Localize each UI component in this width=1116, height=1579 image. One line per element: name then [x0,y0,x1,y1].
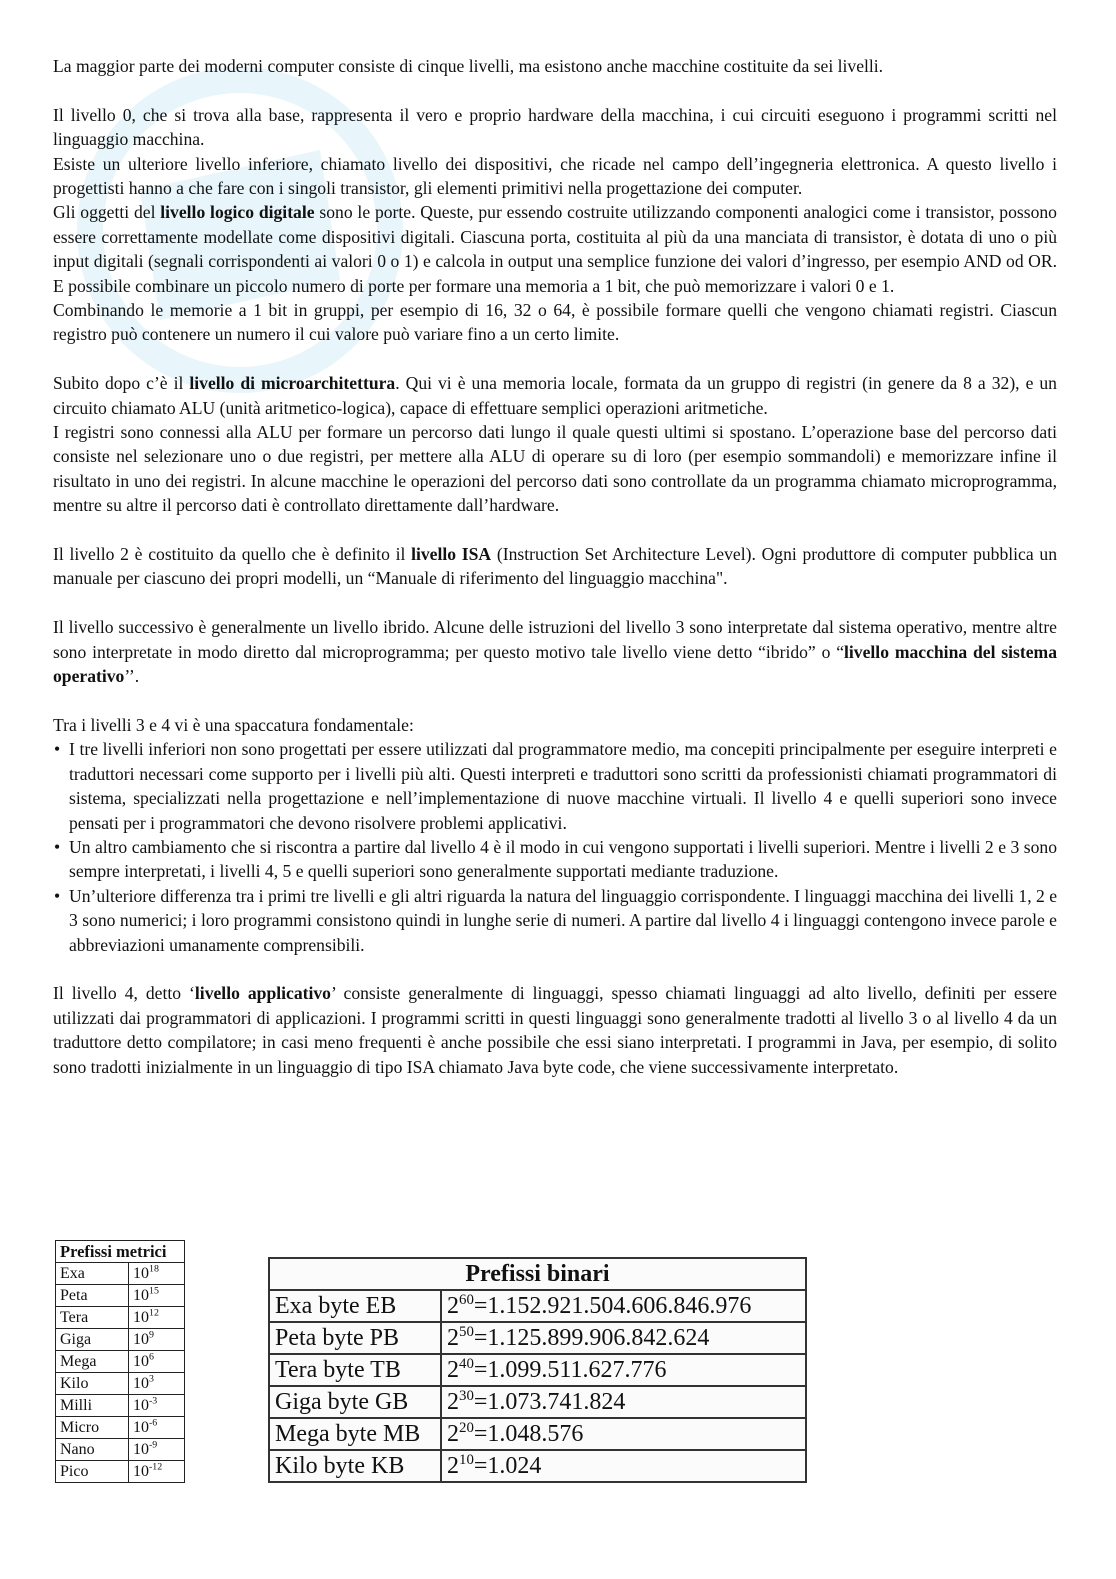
table-row [56,1373,185,1395]
prefix-name: Kilo [56,1373,129,1395]
list-item: • Un altro cambiamento che si riscontra a partire dal livello 4 è il modo in cui vengono supportati i livelli superiori. Mentre i livelli 2 e 3 sono sempre interpretati, i livelli 4, 5 e quelli superiori sono generalmente supportati mediante traduzione. [54,836,1057,882]
table-row [269,1386,806,1418]
binary-prefix-name: Exa byte EB [269,1290,441,1322]
binary-prefix-name: Peta byte PB [269,1322,441,1354]
document-body [53,54,1057,1079]
binary-prefix-value: $2^{60}=1.152.921.504.606.846.976$ [441,1290,806,1322]
prefix-value: $10^{-9}$ [129,1439,185,1461]
table-row [269,1322,806,1354]
prefix-value: $10^{12}$ [129,1307,185,1329]
table-row [56,1417,185,1439]
paragraph-hybrid-level: Il livello successivo è generalmente un livello ibrido. Alcune delle istruzioni del livello 3 sono interpretate dal sistema operativo, mentre altre sono interpretate in modo diretto dal microprogramma; per questo motivo tale livello viene detto “ibrido” o “livello macchina del sistema operativo’’. [53,617,1057,687]
paragraph-application-level: Il livello 4, detto ‘livello applicativo’ consiste generalmente di linguaggi, spesso chiamati linguaggi ad alto livello, definiti per essere utilizzati dai programmatori di applicazioni. I programmi scritti in questi linguaggi sono generalmente tradotti al livello 3 o al livello 4 da un traduttore detto compilatore; in casi meno frequenti è anche possibile che essi siano interpretati. I programmi in Java, per esempio, di solito sono tradotti inizialmente in un linguaggio di tipo ISA chiamato Java byte code, che viene successivamente interpretato. [53,983,1057,1077]
binary-prefix-name: Giga byte GB [269,1386,441,1418]
table-row [56,1307,185,1329]
prefix-name: Giga [56,1329,129,1351]
paragraph-intro: La maggior parte dei moderni computer consiste di cinque livelli, ma esistono anche macchine costituite da sei livelli. [53,56,884,76]
paragraph-split-intro: Tra i livelli 3 e 4 vi è una spaccatura fondamentale: [53,714,414,735]
metric-prefixes-table [55,1240,185,1483]
bullet-list [53,737,1057,957]
prefix-value: $10^6$ [129,1351,185,1373]
table-row [56,1461,185,1483]
prefix-name: Tera [56,1307,129,1329]
prefix-value: $10^3$ [129,1373,185,1395]
binary-prefix-value: $2^{50}=1.125.899.906.842.624$ [441,1322,806,1354]
table-row [56,1263,185,1285]
binary-prefix-value: $2^{20}=1.048.576$ [441,1418,806,1450]
binary-prefixes-table [268,1257,807,1483]
list-item: • Un’ulteriore differenza tra i primi tre livelli e gli altri riguarda la natura del linguaggio corrispondente. I linguaggi macchina dei livelli 1, 2 e 3 sono numerici; i loro programmi consistono quindi in lunghe serie di numeri. A partire dal livello 4 i linguaggi contengono invece parole e abbreviazioni umanamente comprensibili. [54,885,1057,955]
prefix-name: Nano [56,1439,129,1461]
table-row [269,1290,806,1322]
binary-prefix-value: $2^{40}=1.099.511.627.776$ [441,1354,806,1386]
prefix-name: Peta [56,1285,129,1307]
prefix-value: $10^{-6}$ [129,1417,185,1439]
prefix-name: Mega [56,1351,129,1373]
prefix-value: $10^{-12}$ [129,1461,185,1483]
paragraph-registers: Combinando le memorie a 1 bit in gruppi, per esempio di 16, 32 o 64, è possibile formare quelli che vengono chiamati registri. Ciascun registro può contenere un numero il cui valore può variare fino a un certo limite. [53,300,1057,345]
prefix-value: $10^{15}$ [129,1285,185,1307]
binary-prefix-name: Tera byte TB [269,1354,441,1386]
table-row [269,1418,806,1450]
prefix-value: $10^9$ [129,1329,185,1351]
prefix-value: $10^{18}$ [129,1263,185,1285]
table-row [56,1285,185,1307]
prefix-name: Pico [56,1461,129,1483]
binary-prefix-value: $2^{30}=1.073.741.824$ [441,1386,806,1418]
prefix-name: Milli [56,1395,129,1417]
paragraph-datapath: I registri sono connessi alla ALU per formare un percorso dati lungo il quale questi ultimi si spostano. L’operazione base del percorso dati consiste nel selezionare uno o due registri, per mettere alla ALU di operare su di loro (per esempio sommandoli) e memorizzare infine il risultato in uno dei registri. In alcune macchine le operazioni del percorso dati sono controllate da un programma chiamato microprogramma, mentre su altre il percorso dati è controllato direttamente dall’hardware. [53,422,1057,516]
table-row [269,1450,806,1482]
binary-table-title: Prefissi binari [269,1258,806,1290]
binary-prefix-value: $2^{10}=1.024$ [441,1450,806,1482]
table-row [269,1354,806,1386]
paragraph-digital-logic: Gli oggetti del livello logico digitale sono le porte. Queste, pur essendo costruite utilizzando componenti analogici come i transistor, possono essere correttamente modellate come dispositivi digitali. Ciascuna porta, costituita al più da una manciata di transistor, è dotata di uno o più input digitali (segnali corrispondenti ai valori 0 o 1) e calcola in output una semplice funzione dei valori d’ingresso, per esempio AND od OR. E possibile combinare un piccolo numero di porte per formare una memoria a 1 bit, che può memorizzare i valori 0 e 1. [53,202,1057,296]
prefix-name: Micro [56,1417,129,1439]
paragraph-isa-level: Il livello 2 è costituito da quello che è definito il livello ISA (Instruction Set Architecture Level). Ogni produttore di computer pubblica un manuale per ciascuno dei propri modelli, un “Manuale di riferimento del linguaggio macchina". [53,544,1057,589]
paragraph-level-0: Il livello 0, che si trova alla base, rappresenta il vero e proprio hardware della macchina, i cui circuiti eseguono i programmi scritti nel linguaggio macchina. [53,104,1057,150]
table-row [56,1351,185,1373]
prefix-name: Exa [56,1263,129,1285]
table-row [56,1395,185,1417]
list-item: • I tre livelli inferiori non sono progettati per essere utilizzati dal programmatore medio, ma concepiti principalmente per eseguire interpreti e traduttori necessari come supporto per i livelli più alti. Questi interpreti e traduttori sono scritti da professionisti chiamati programmatori di sistema, specializzati nella progettazione e nell’implementazione di nuove macchine virtuali. Il livello 4 e quelli superiori sono invece pensati per i programmatori che devono risolvere problemi applicativi. [54,739,1057,833]
paragraph-device-level: Esiste un ulteriore livello inferiore, chiamato livello dei dispositivi, che ricade nel campo dell’ingegneria elettronica. A questo livello i progettisti hanno a che fare con i singoli transistor, gli elementi primitivi nella progettazione dei computer. [53,153,1057,199]
table-row [56,1439,185,1461]
metric-table-title: Prefissi metrici [56,1241,185,1263]
paragraph-microarchitecture: Subito dopo c’è il livello di microarchitettura. Qui vi è una memoria locale, formata da un gruppo di registri (in genere da 8 a 32), e un circuito chiamato ALU (unità aritmetico-logica), capace di effettuare semplici operazioni aritmetiche. [53,373,1057,418]
binary-prefix-name: Mega byte MB [269,1418,441,1450]
binary-prefix-name: Kilo byte KB [269,1450,441,1482]
table-row [56,1329,185,1351]
prefix-value: $10^{-3}$ [129,1395,185,1417]
